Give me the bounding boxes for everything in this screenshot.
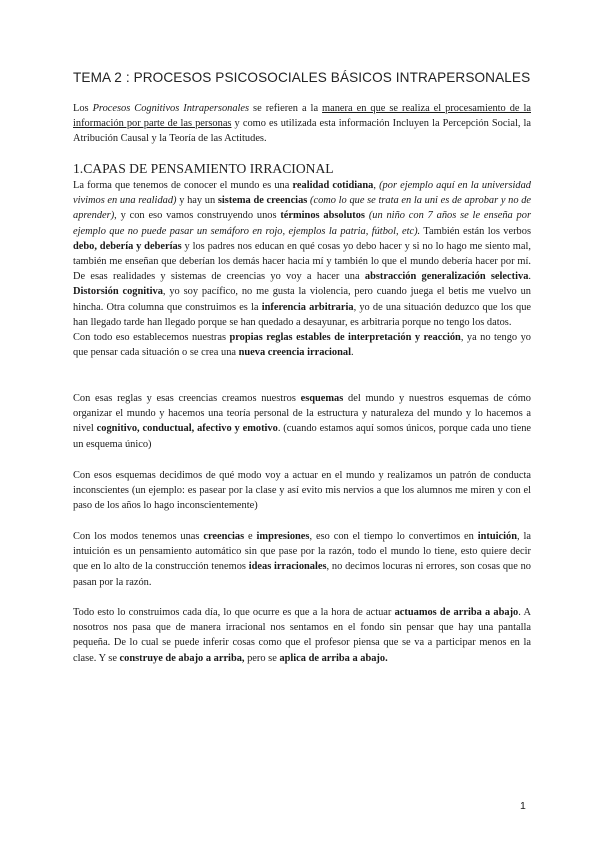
text-run: , y con eso vamos construyendo unos bbox=[114, 210, 281, 222]
text-run: , ya no tengo yo que pensar cada situación o se crea una bbox=[73, 332, 531, 359]
text-run: , eso con el tiempo lo convertimos en bbox=[309, 531, 478, 542]
text-run: y como es utilizada esta información Incluyen la Percepción Social, la Atribución Causal y la Teoría de las Actitudes. bbox=[73, 118, 532, 145]
paragraph-1 bbox=[73, 178, 531, 330]
bold-term: actuamos de arriba a abajo bbox=[394, 607, 519, 618]
text-run: . bbox=[350, 347, 354, 359]
text-run: . A nosotros nos pasa que de manera irracional nos sentamos en el fondo sin pensar que hay una pantalla pequeña. De lo cual se puede inferir cosas como que el profesor piensa que se va a participar menos en la clase. Y se bbox=[73, 607, 532, 664]
italic-term: Procesos Cognitivos Intrapersonales bbox=[92, 103, 250, 114]
text-run: . bbox=[528, 271, 531, 283]
text-run: y hay un bbox=[176, 195, 218, 207]
bold-term: esquemas bbox=[300, 393, 344, 404]
paragraph-5 bbox=[73, 529, 531, 590]
page-number: 1 bbox=[520, 800, 526, 812]
section-heading: 1.CAPAS DE PENSAMIENTO IRRACIONAL bbox=[73, 161, 334, 176]
bold-term: impresiones bbox=[256, 531, 310, 542]
text-run: Con los modos tenemos unas bbox=[73, 531, 204, 542]
text-run: del mundo y nuestros esquemas de cómo organizar el mundo y hacemos una teoría personal de la estructura y naturaleza del mundo y lo hacemos a nivel bbox=[73, 393, 531, 435]
intro-paragraph bbox=[73, 101, 531, 147]
text-run: , no decimos locuras ni errores, son cosas que no pasan por la razón. bbox=[73, 561, 531, 588]
bold-term: sistema de creencias bbox=[217, 195, 308, 207]
text-run: , yo soy pacífico, no me gusta la violencia, pero cuando juega el betis me vuelvo un hincha. Otra columna que construimos es la bbox=[73, 286, 531, 313]
bold-term: realidad cotidiana bbox=[292, 180, 374, 191]
text-run: Con esas reglas y esas creencias creamos nuestros bbox=[73, 393, 301, 404]
italic-example: (como lo que se trata en la uni es de aprobar y no de aprender) bbox=[73, 195, 532, 222]
bold-term: ideas irracionales bbox=[248, 561, 327, 573]
paragraph-4 bbox=[73, 468, 531, 514]
text-run: También están los verbos bbox=[420, 225, 531, 237]
text-run: pero se bbox=[244, 652, 280, 664]
text-run: Los bbox=[73, 103, 93, 114]
text-run: se refieren a la bbox=[249, 103, 323, 114]
paragraph-3 bbox=[73, 391, 531, 452]
text-run: , yo de una situación deduzco que los que han llegado tarde han llegado porque se han quedado a desayunar, es arbitraria porque no tengo los datos. bbox=[73, 301, 531, 328]
bold-term: propias reglas estables de interpretación y reacción bbox=[229, 332, 461, 343]
bold-term: abstracción generalización selectiva bbox=[364, 271, 529, 283]
bold-term: debo, debería y deberías bbox=[73, 240, 182, 252]
bold-term: intuición bbox=[477, 531, 517, 542]
bold-term: construye de abajo a arriba, bbox=[119, 652, 245, 664]
italic-example: (un niño con 7 años se le enseña por ejemplo que no puede pasar un semáforo en rojo, ejemplos la patria, fútbol, etc). bbox=[73, 210, 531, 237]
bold-term: términos absolutos bbox=[280, 210, 365, 222]
text-run: La forma que tenemos de conocer el mundo es una bbox=[73, 180, 293, 191]
text-run: . (cuando estamos aquí somos únicos, porque cada uno tiene un esquema único) bbox=[73, 423, 532, 450]
bold-term: inferencia arbitraria bbox=[261, 301, 354, 313]
bold-term: nueva creencia irracional bbox=[238, 347, 351, 359]
text-run: Con esos esquemas decidimos de qué modo voy a actuar en el mundo y realizamos un patrón de conducta inconscientes (un ejemplo: es pasear por la clase y así evito mis nervios a que los alumnos me miren y con el paso de los años lo hago inconscientemente) bbox=[73, 470, 531, 512]
text-run: y los padres nos educan en qué cosas yo debo hacer y si no lo hago me siento mal, también me enseñan que deberían los demás hacer hacia mí y también lo que el mundo debería hacer por mí. De esas realidades y sistemas de creencias yo voy a hacer una bbox=[73, 240, 531, 283]
paragraph-2 bbox=[73, 330, 531, 360]
italic-example: (por ejemplo aquí en la universidad vivimos en una realidad) bbox=[73, 180, 531, 207]
bold-term: cognitivo, conductual, afectivo y emotivo bbox=[96, 423, 278, 435]
bold-term: Distorsión cognitiva bbox=[73, 286, 163, 298]
text-run: Con todo eso establecemos nuestras bbox=[73, 332, 230, 343]
text-run: , la intuición es un pensamiento automático sin que pase por la razón, todo el mundo lo tiene, esto quiere decir que en lo alto de la construcción tenemos bbox=[73, 531, 531, 573]
underlined-phrase: manera en que se realiza el procesamiento de la información por parte de las personas bbox=[73, 103, 531, 130]
text-run: e bbox=[244, 531, 257, 542]
bold-term: aplica de arriba a abajo. bbox=[279, 652, 388, 664]
text-run: , bbox=[373, 180, 380, 191]
document-title: TEMA 2 : PROCESOS PSICOSOCIALES BÁSICOS INTRAPERSONALES bbox=[73, 70, 531, 85]
bold-term: creencias bbox=[203, 531, 245, 542]
text-run: Todo esto lo construimos cada día, lo que ocurre es que a la hora de actuar bbox=[73, 607, 395, 618]
paragraph-6 bbox=[73, 605, 531, 666]
